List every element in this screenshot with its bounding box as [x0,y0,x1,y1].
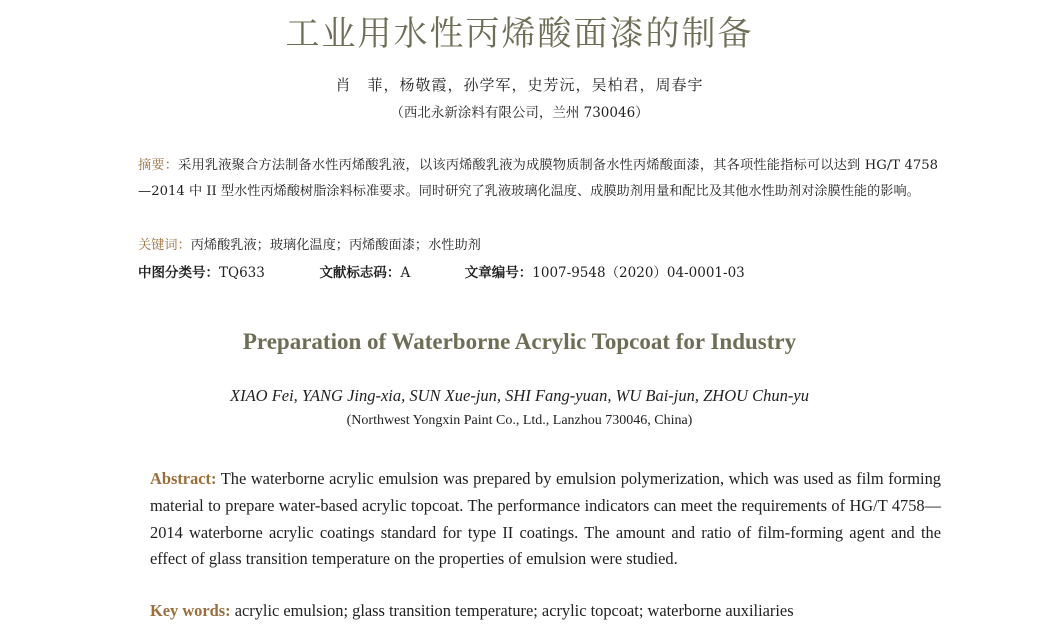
keywords-cn [138,235,481,257]
abstract-cn-label: 摘要： [138,158,179,173]
paper-title-en: Preparation of Waterborne Acrylic Topcoat for Industry [242,329,797,354]
abstract-cn [138,153,938,205]
abstract-en-text: The waterborne acrylic emulsion was prepared by emulsion polymerization, which was used as film forming material to prepare water-based acrylic topcoat. The performance indicators can meet the requirements of HG/T 4758—2014 waterborne acrylic coatings standard for type II coatings. The amount and ratio of film-forming agent and the effect of glass transition temperature on the properties of emulsion were studied. [150,469,941,569]
abstract-en-label: Abstract: [150,469,217,488]
article-number-value: 1007-9548（2020）04-0001-03 [532,265,745,281]
affiliation-en: (Northwest Yongxin Paint Co., Ltd., Lanzhou 730046, China) [346,413,693,428]
doc-code-label: 文献标志码： [319,265,401,281]
keywords-en-label: Key words: [150,601,231,620]
clc-label: 中图分类号： [138,265,219,281]
abstract-en [150,466,941,573]
keywords-cn-label: 关键词： [138,238,191,253]
keywords-cn-text: 丙烯酸乳液；玻璃化温度；丙烯酸面漆；水性助剂 [190,238,481,253]
keywords-en-text: acrylic emulsion; glass transition temperature; acrylic topcoat; waterborne auxiliaries [234,601,794,620]
doc-code-value: A [400,265,411,281]
authors-en: XIAO Fei, YANG Jing-xia, SUN Xue-jun, SHI Fang-yuan, WU Bai-jun, ZHOU Chun-yu [230,386,809,405]
clc-value: TQ633 [219,265,265,281]
keywords-en [150,600,794,622]
authors-cn: 肖 菲，杨敬霞，孙学军，史芳沅，吴柏君，周春宇 [335,76,704,94]
classification-line [138,262,745,284]
paper-title-cn: 工业用水性丙烯酸面漆的制备 [285,14,754,54]
affiliation-cn: （西北永新涂料有限公司，兰州 730046） [390,105,649,121]
abstract-cn-text: 采用乳液聚合方法制备水性丙烯酸乳液，以该丙烯酸乳液为成膜物质制备水性丙烯酸面漆，其各项性能指标可以达到 HG/T 4758—2014 中 II 型水性丙烯酸树脂涂料标准要求。同时研究了乳液玻璃化温度、成膜助剂用量和配比及其他水性助剂对涂膜性能的影响。 [138,158,939,199]
article-number-label: 文章编号： [464,265,533,281]
